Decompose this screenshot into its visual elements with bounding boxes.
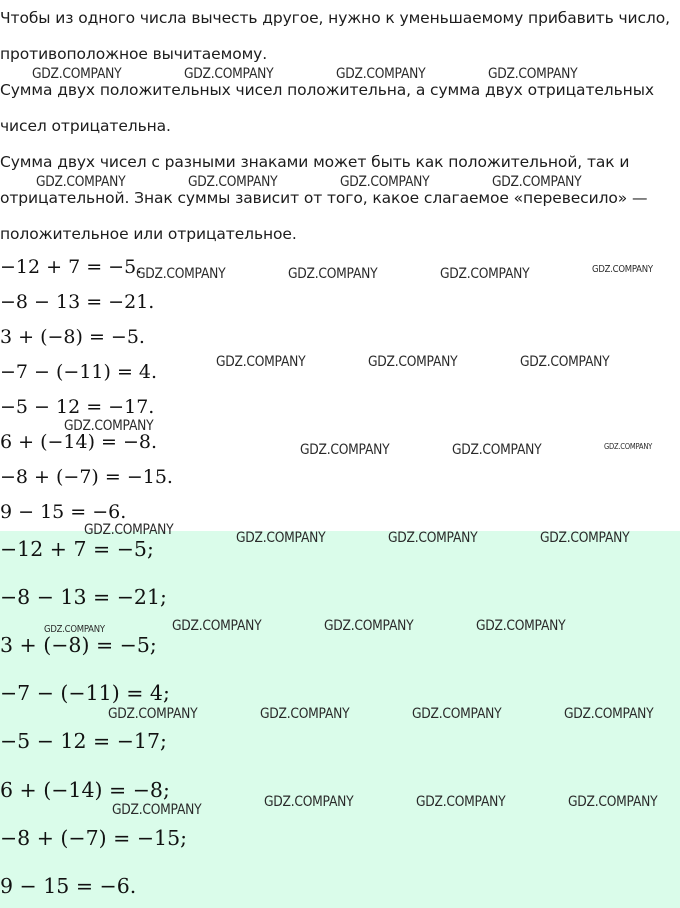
watermark: GDZ.COMPANY bbox=[452, 442, 542, 458]
watermark: GDZ.COMPANY bbox=[184, 66, 274, 82]
watermark: GDZ.COMPANY bbox=[540, 530, 630, 546]
example-line: 6 + (−14) = −8. bbox=[0, 431, 158, 453]
example-line: −12 + 7 = −5. bbox=[0, 256, 143, 278]
watermark: GDZ.COMPANY bbox=[492, 174, 582, 190]
rule-same-sign-sum: Сумма двух положительных чисел положительна, а сумма двух отрицательных чисел отрицательна. bbox=[0, 81, 654, 135]
answer-line: 6 + (−14) = −8; bbox=[0, 778, 170, 802]
watermark: GDZ.COMPANY bbox=[564, 706, 654, 722]
watermark: GDZ.COMPANY bbox=[260, 706, 350, 722]
watermark: GDZ.COMPANY bbox=[216, 354, 306, 370]
watermark: GDZ.COMPANY bbox=[340, 174, 430, 190]
answer-line: −12 + 7 = −5; bbox=[0, 537, 154, 561]
watermark: GDZ.COMPANY bbox=[264, 794, 354, 810]
answer-line: −7 − (−11) = 4; bbox=[0, 681, 170, 705]
watermark: GDZ.COMPANY bbox=[236, 530, 326, 546]
example-line: −7 − (−11) = 4. bbox=[0, 361, 158, 383]
watermark: GDZ.COMPANY bbox=[440, 266, 530, 282]
watermark: GDZ.COMPANY bbox=[488, 66, 578, 82]
watermark: GDZ.COMPANY bbox=[136, 266, 226, 282]
watermark: GDZ.COMPANY bbox=[368, 354, 458, 370]
watermark: GDZ.COMPANY bbox=[476, 618, 566, 634]
watermark: GDZ.COMPANY bbox=[64, 418, 154, 434]
watermark: GDZ.COMPANY bbox=[32, 66, 122, 82]
watermark: GDZ.COMPANY bbox=[604, 442, 653, 451]
watermark: GDZ.COMPANY bbox=[288, 266, 378, 282]
watermark: GDZ.COMPANY bbox=[324, 618, 414, 634]
watermark: GDZ.COMPANY bbox=[84, 522, 174, 538]
answer-line: −5 − 12 = −17; bbox=[0, 729, 167, 753]
watermark: GDZ.COMPANY bbox=[44, 624, 105, 635]
watermark: GDZ.COMPANY bbox=[336, 66, 426, 82]
watermark: GDZ.COMPANY bbox=[188, 174, 278, 190]
watermark: GDZ.COMPANY bbox=[568, 794, 658, 810]
rule-different-sign-sum: Сумма двух чисел с разными знаками может быть как положительной, так и отрицательной. Знак суммы зависит от того, какое слагаемое «перевесило» — положительное или отрицательное. bbox=[0, 153, 648, 243]
watermark: GDZ.COMPANY bbox=[520, 354, 610, 370]
answer-line: −8 − 13 = −21; bbox=[0, 585, 167, 609]
watermark: GDZ.COMPANY bbox=[388, 530, 478, 546]
answer-line: 9 − 15 = −6. bbox=[0, 874, 137, 898]
rule-subtraction: Чтобы из одного числа вычесть другое, нужно к уменьшаемому прибавить число, противоположное вычитаемому. bbox=[0, 9, 670, 63]
watermark: GDZ.COMPANY bbox=[108, 706, 198, 722]
example-line: −5 − 12 = −17. bbox=[0, 396, 155, 418]
watermark: GDZ.COMPANY bbox=[172, 618, 262, 634]
answer-line: −8 + (−7) = −15; bbox=[0, 826, 188, 850]
watermark: GDZ.COMPANY bbox=[592, 264, 653, 275]
example-line: −8 − 13 = −21. bbox=[0, 291, 155, 313]
watermark: GDZ.COMPANY bbox=[300, 442, 390, 458]
answer-line: 3 + (−8) = −5; bbox=[0, 633, 157, 657]
example-line: 3 + (−8) = −5. bbox=[0, 326, 145, 348]
watermark: GDZ.COMPANY bbox=[112, 802, 202, 818]
watermark: GDZ.COMPANY bbox=[416, 794, 506, 810]
example-line: 9 − 15 = −6. bbox=[0, 501, 127, 523]
watermark: GDZ.COMPANY bbox=[36, 174, 126, 190]
watermark: GDZ.COMPANY bbox=[412, 706, 502, 722]
example-line: −8 + (−7) = −15. bbox=[0, 466, 173, 488]
